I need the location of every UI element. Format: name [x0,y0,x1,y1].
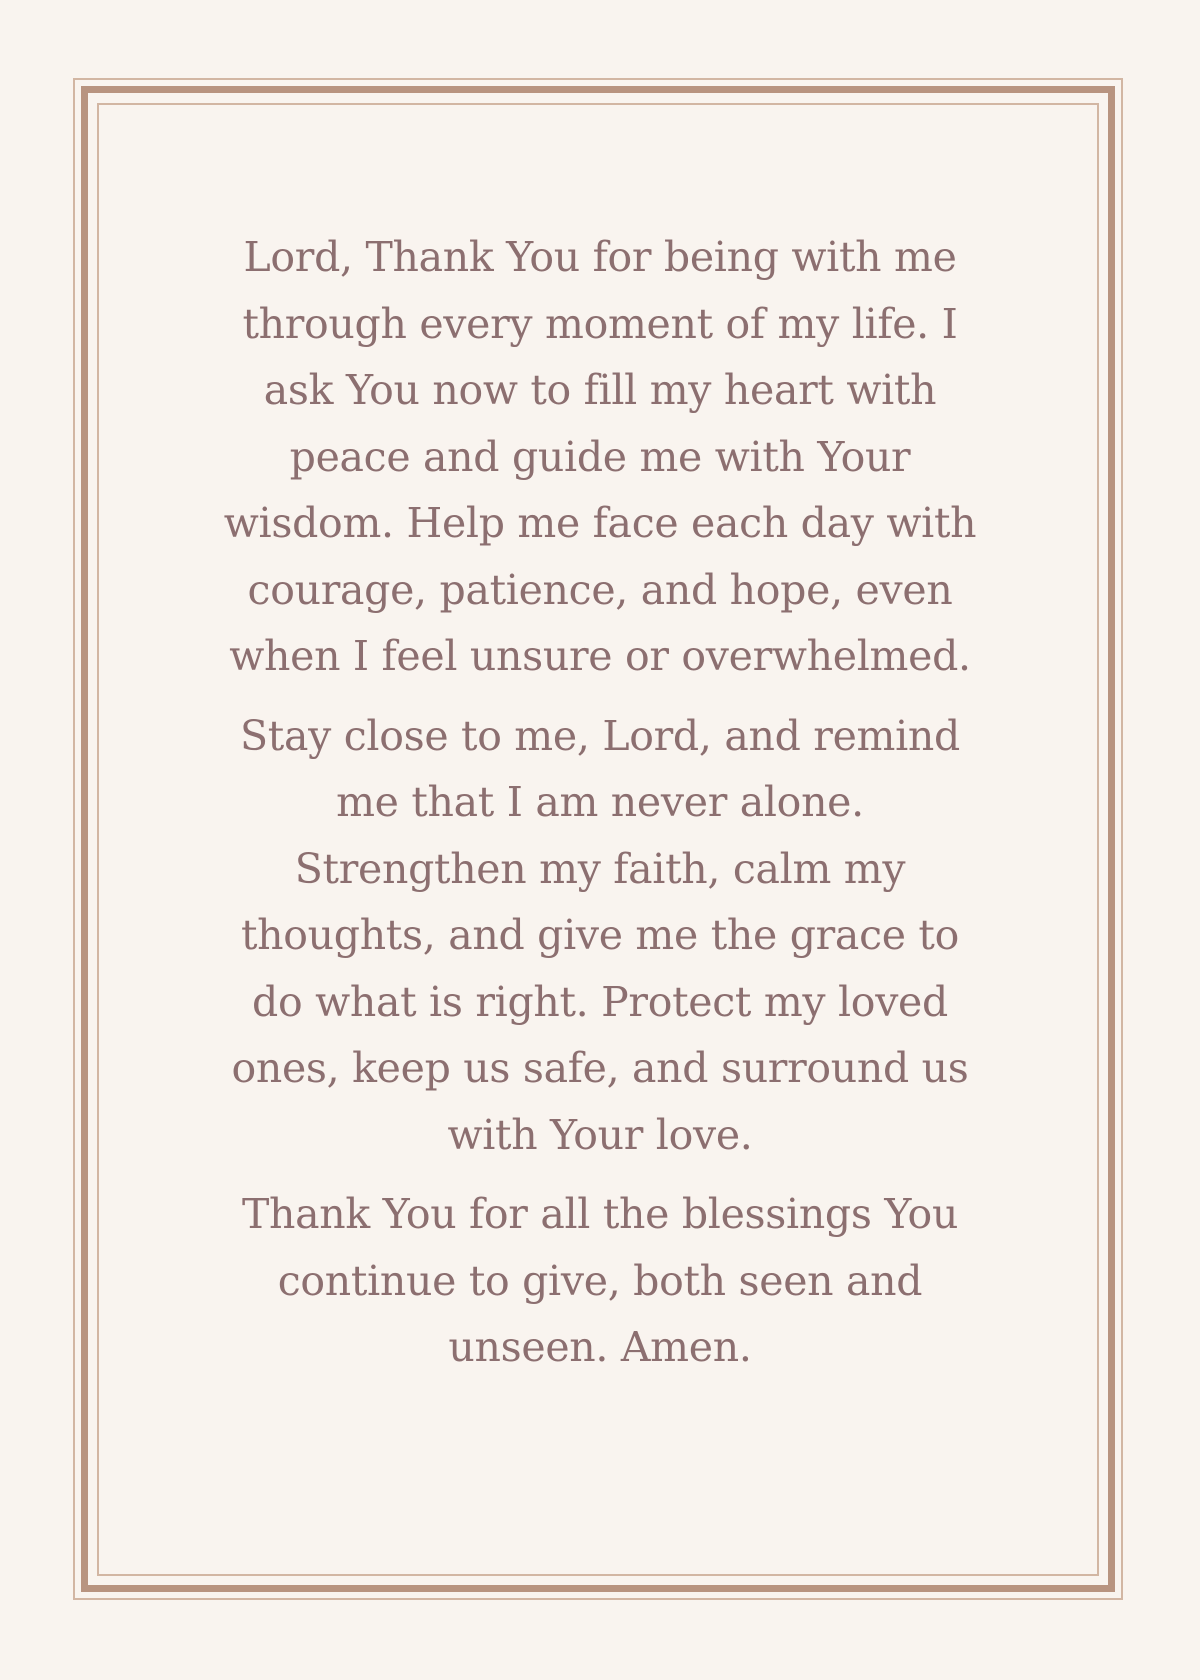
prayer-paragraph-3: Thank You for all the blessings You continue to give, both seen and unseen. Amen. [241,1190,959,1371]
prayer-paragraph-2: Stay close to me, Lord, and remind me that I am never alone. Strengthen my faith, calm my thoughts, and give me the grace to do what is right. Protect my loved ones, keep us safe, and surround us with Your love. [231,711,969,1159]
prayer-text [215,224,985,1394]
prayer-paragraph-1: Lord, Thank You for being with me through every moment of my life. I ask You now to fill my heart with peace and guide me with Your wisdom. Help me face each day with courage, patience, and hope, even when I feel unsure or overwhelmed. [223,233,977,680]
